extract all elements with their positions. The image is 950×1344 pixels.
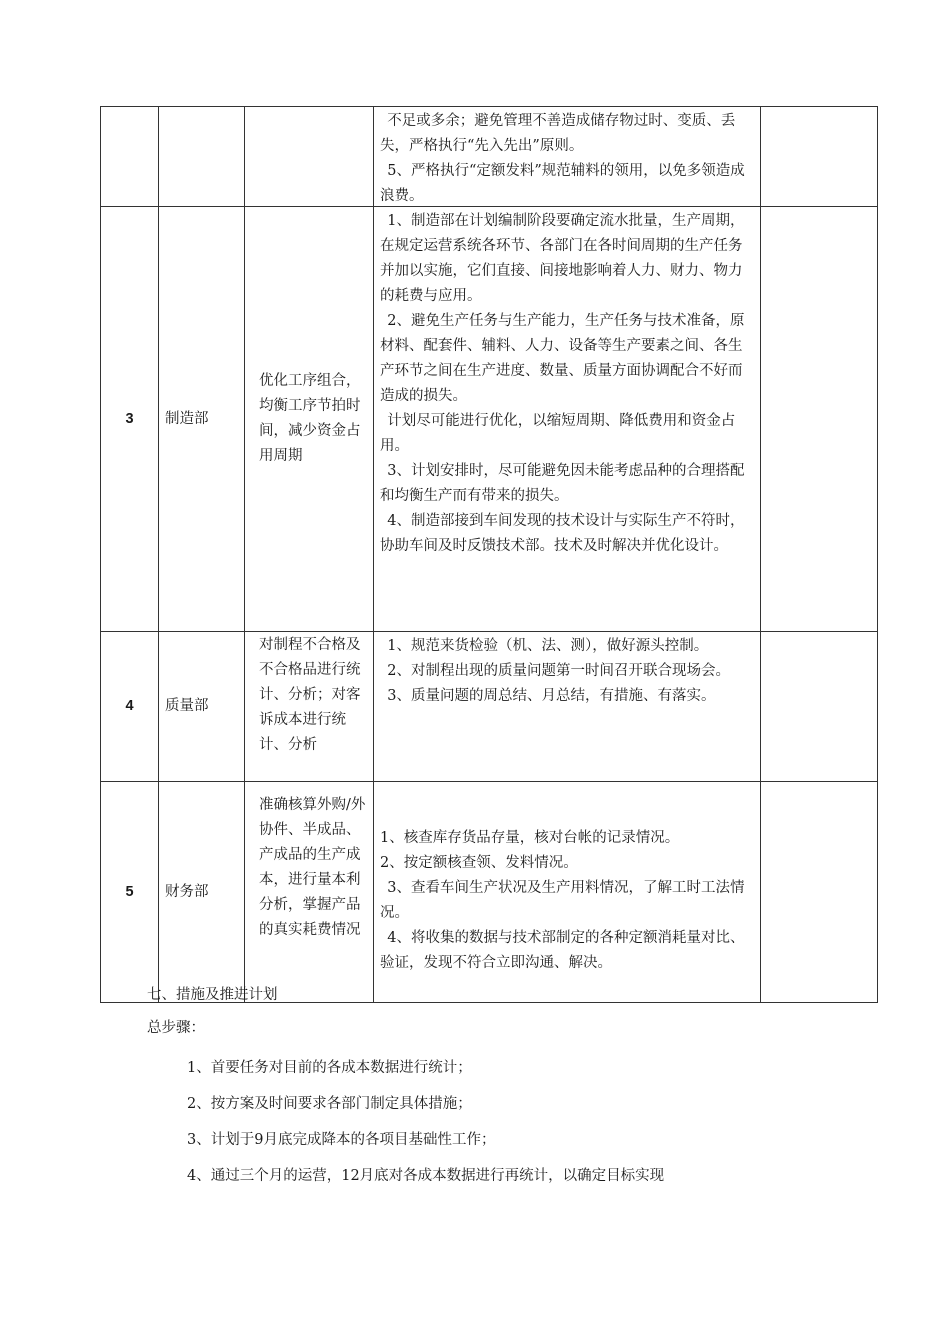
measure-item: 3、计划安排时，尽可能避免因未能考虑品种的合理搭配和均衡生产而有带来的损失。 <box>380 463 745 504</box>
goal-text: 优化工序组合，均衡工序节拍时间，减少资金占用周期 <box>259 373 361 464</box>
table-row <box>101 207 878 632</box>
goal-text: 对制程不合格及不合格品进行统计、分析；对客诉成本进行统计、分析 <box>259 636 361 753</box>
step-item: 1、首要任务对目前的各成本数据进行统计； <box>187 1060 472 1076</box>
row-number: 3 <box>101 207 159 632</box>
cost-measures-table <box>100 106 878 1003</box>
measures-cell <box>374 107 761 207</box>
table-row <box>101 782 878 1003</box>
goal-cell <box>245 107 374 207</box>
department-cell: 制造部 <box>159 207 245 632</box>
measure-item: 1、核查库存货品存量，核对台帐的记录情况。 <box>380 830 680 846</box>
table-row <box>101 632 878 782</box>
step-item: 4、通过三个月的运营，12月底对各成本数据进行再统计，以确定目标实现 <box>187 1168 665 1184</box>
goal-cell <box>245 782 374 1003</box>
remarks-cell <box>761 782 878 1003</box>
measure-item: 3、质量问题的周总结、月总结，有措施、有落实。 <box>387 688 716 704</box>
measure-item: 3、查看车间生产状况及生产用料情况，了解工时工法情况。 <box>380 880 745 921</box>
step-item: 3、计划于9月底完成降本的各项目基础性工作； <box>187 1132 496 1148</box>
measure-item: 4、制造部接到车间发现的技术设计与实际生产不符时，协助车间及时反馈技术部。技术及时解决并优化设计。 <box>380 513 745 554</box>
goal-cell <box>245 207 374 632</box>
remarks-cell <box>761 632 878 782</box>
measures-cell <box>374 782 761 1003</box>
steps-list <box>187 1056 887 1200</box>
measure-item: 2、按定额核查领、发料情况。 <box>380 855 578 871</box>
department-cell <box>159 107 245 207</box>
measure-item: 2、避免生产任务与生产能力，生产任务与技术准备，原材料、配套件、辅料、人力、设备等生产要素之间、各生产环节之间在生产进度、数量、质量方面协调配合不好而造成的损失。 <box>380 313 745 404</box>
measure-item: 计划尽可能进行优化，以缩短周期、降低费用和资金占用。 <box>380 413 736 454</box>
measure-item: 不足或多余；避免管理不善造成储存物过时、变质、丢失，严格执行“先入先出”原则。 <box>380 113 736 154</box>
measures-cell <box>374 207 761 632</box>
goal-text: 准确核算外购/外协件、半成品、产成品的生产成本，进行量本利分析，掌握产品的真实耗费情况 <box>259 797 366 938</box>
remarks-cell <box>761 107 878 207</box>
section-title: 七、措施及推进计划 <box>147 987 278 1003</box>
table-row <box>101 107 878 207</box>
department-cell: 质量部 <box>159 632 245 782</box>
remarks-cell <box>761 207 878 632</box>
measure-item: 1、规范来货检验（机、法、测），做好源头控制。 <box>387 638 709 654</box>
measure-item: 1、制造部在计划编制阶段要确定流水批量，生产周期，在规定运营系统各环节、各部门在各时间周期的生产任务并加以实施，它们直接、间接地影响着人力、财力、物力的耗费与应用。 <box>380 213 745 304</box>
measure-item: 4、将收集的数据与技术部制定的各种定额消耗量对比、验证，发现不符合立即沟通、解决。 <box>380 930 745 971</box>
department-cell: 财务部 <box>159 782 245 1003</box>
row-number: 4 <box>101 632 159 782</box>
measure-item: 2、对制程出现的质量问题第一时间召开联合现场会。 <box>387 663 730 679</box>
row-number: 5 <box>101 782 159 1003</box>
subtitle: 总步骤： <box>147 1020 205 1036</box>
step-item: 2、按方案及时间要求各部门制定具体措施； <box>187 1096 472 1112</box>
measure-item: 5、严格执行“定额发料”规范辅料的领用，以免多领造成浪费。 <box>380 163 745 204</box>
measures-cell <box>374 632 761 782</box>
row-number <box>101 107 159 207</box>
goal-cell <box>245 632 374 782</box>
